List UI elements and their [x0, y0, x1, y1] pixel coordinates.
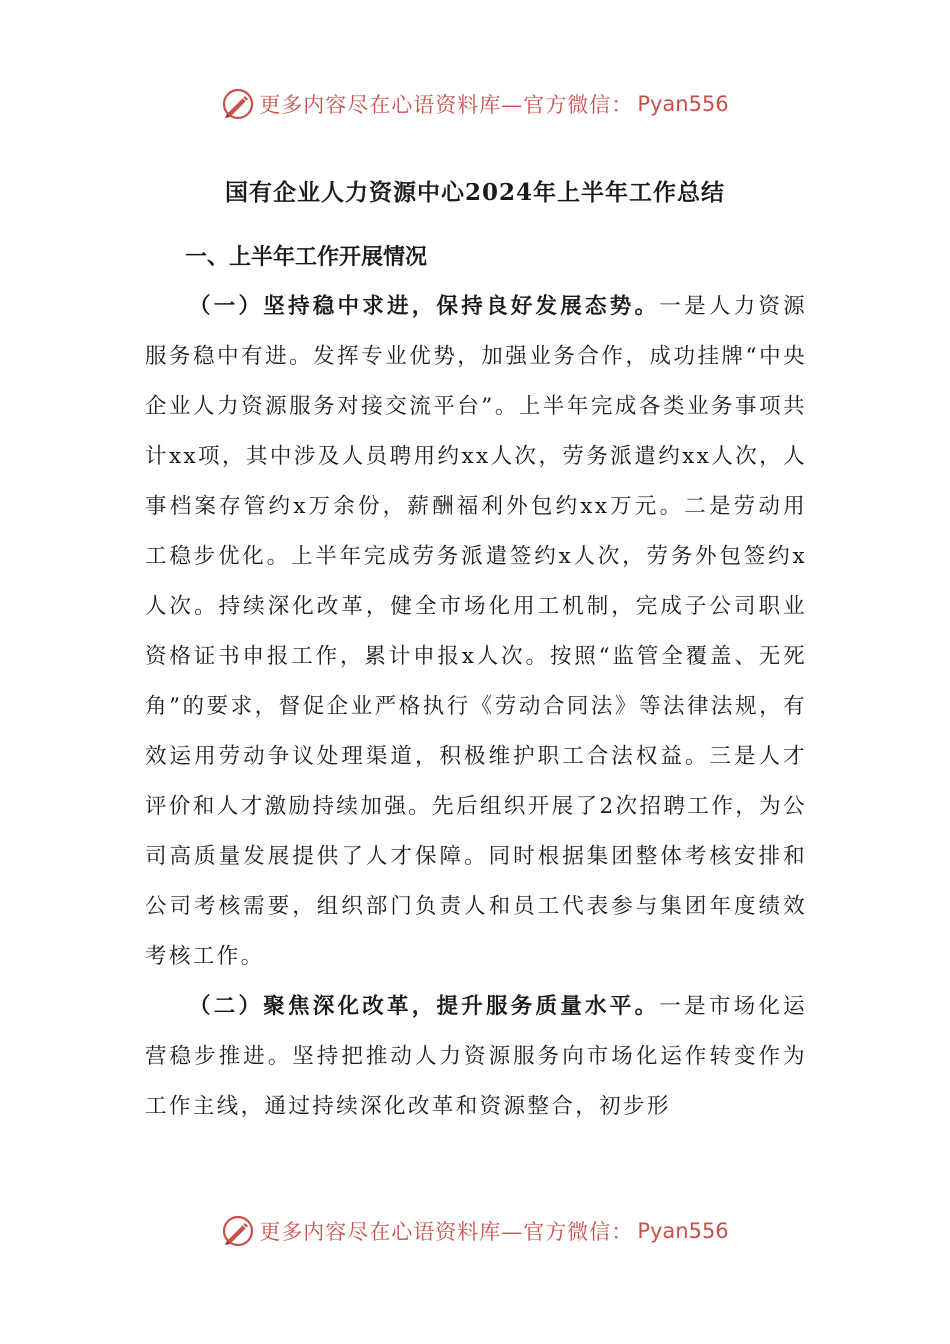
document-body — [145, 232, 807, 1132]
paragraph-2-body: 一是市场化运营稳步推进。坚持把推动人力资源服务向市场化运作转变作为工作主线，通过持续深化改革和资源整合，初步形 — [145, 994, 807, 1119]
paragraph-1-lead: （一）坚持稳中求进，保持良好发展态势。 — [189, 294, 660, 319]
watermark-handle: Pyan556 — [637, 92, 729, 116]
watermark-text: 更多内容尽在心语资料库—官方微信： — [259, 1220, 634, 1244]
paragraph-1-body: 一是人力资源服务稳中有进。发挥专业优势，加强业务合作，成功挂牌“中央企业人力资源服务对接交流平台”。上半年完成各类业务事项共计xx项，其中涉及人员聘用约xx人次，劳务派遣约xx人次，人事档案存管约x万余份，薪酬福利外包约xx万元。二是劳动用工稳步优化。上半年完成劳务派遣签约x人次，劳务外包签约x人次。持续深化改革，健全市场化用工机制，完成子公司职业资格证书申报工作，累计申报x人次。按照“监管全覆盖、无死角”的要求，督促企业严格执行《劳动合同法》等法律法规，有效运用劳动争议处理渠道，积极维护职工合法权益。三是人才评价和人才激励持续加强。先后组织开展了2次招聘工作，为公司高质量发展提供了人才保障。同时根据集团整体考核安排和公司考核需要，组织部门负责人和员工代表参与集团年度绩效考核工作。 — [145, 294, 807, 969]
watermark-text: 更多内容尽在心语资料库—官方微信： — [259, 93, 634, 117]
watermark-footer — [0, 1211, 950, 1251]
watermark-header — [0, 84, 950, 124]
document-title: 国有企业人力资源中心2024年上半年工作总结 — [224, 179, 725, 206]
paragraph-2 — [145, 982, 807, 1132]
section-heading: 一、上半年工作开展情况 — [185, 244, 428, 270]
pen-logo-icon — [221, 1214, 255, 1248]
paragraph-2-lead: （二）聚焦深化改革，提升服务质量水平。 — [189, 994, 660, 1019]
pen-logo-icon — [221, 87, 255, 121]
paragraph-1 — [145, 282, 807, 982]
watermark-handle: Pyan556 — [637, 1219, 729, 1243]
